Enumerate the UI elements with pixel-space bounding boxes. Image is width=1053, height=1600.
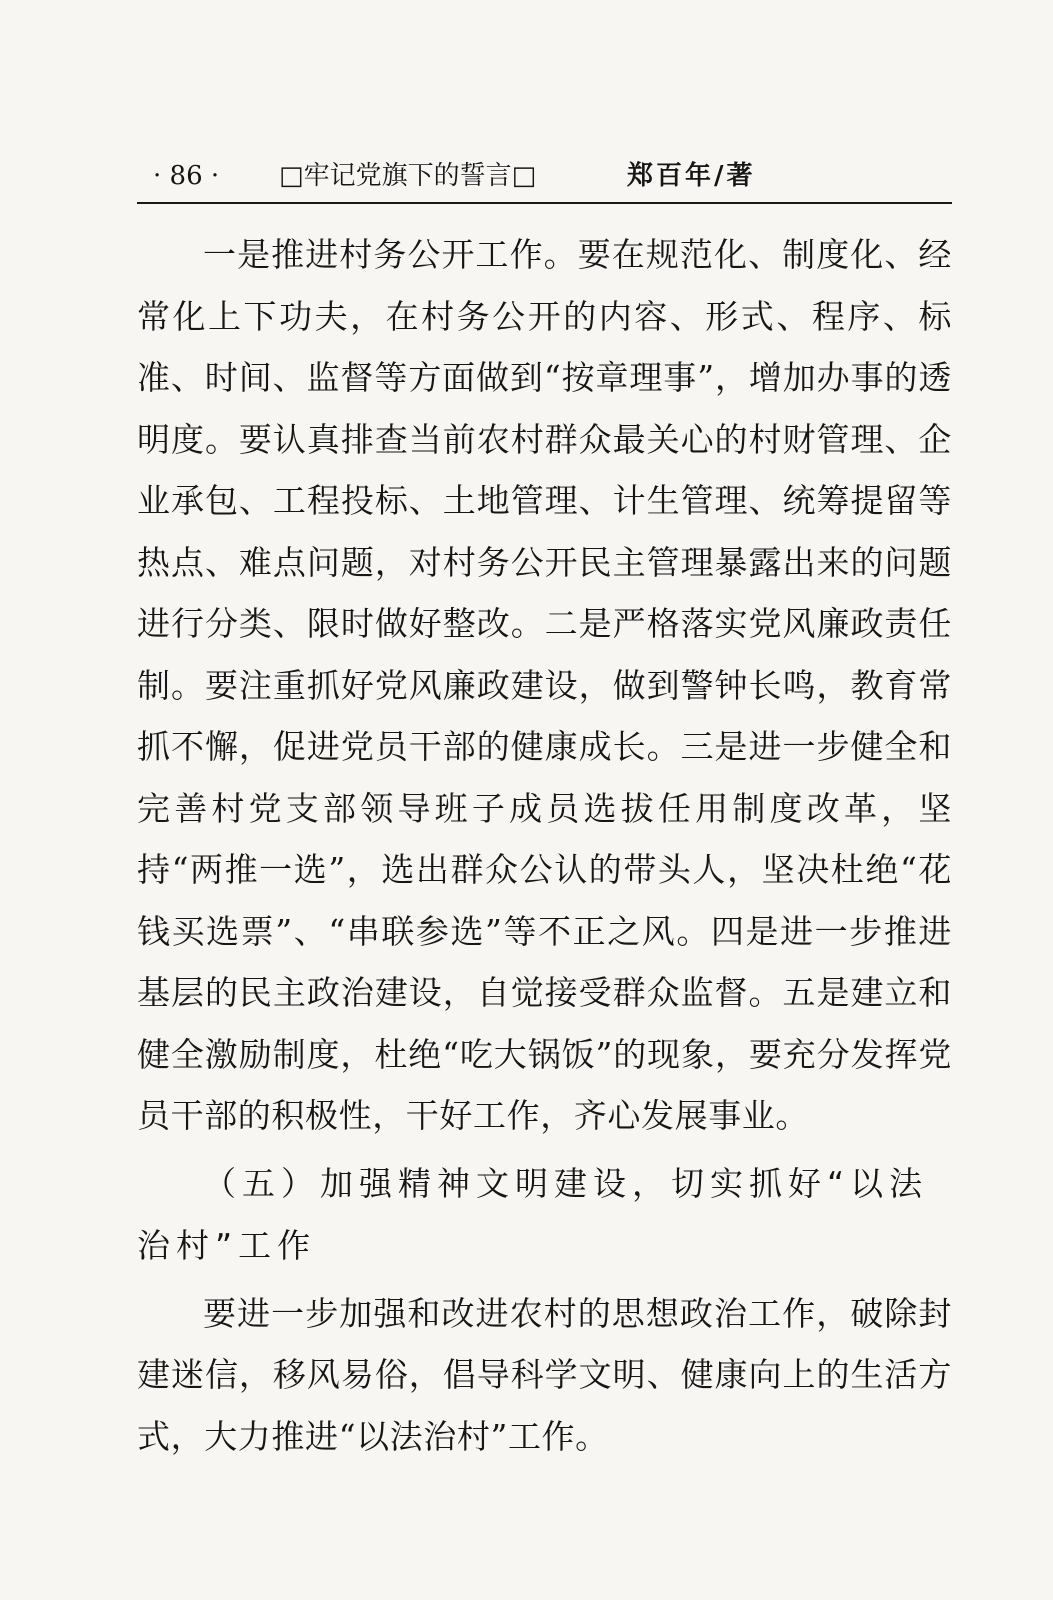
page-number: · 86 · [153, 161, 220, 191]
header-divider [137, 202, 952, 204]
running-header [137, 158, 952, 202]
body-paragraph: 一是推进村务公开工作。要在规范化、制度化、经常化上下功夫，在村务公开的内容、形式、程序、标准、时间、监督等方面做到“按章理事”，增加办事的透明度。要认真排查当前农村群众最关心的村财管理、企业承包、工程投标、土地管理、计生管理、统筹提留等热点、难点问题，对村务公开民主管理暴露出来的问题进行分类、限时做好整改。二是严格落实党风廉政责任制。要注重抓好党风廉政建设，做到警钟长鸣，教育常抓不懈，促进党员干部的健康成长。三是进一步健全和完善村党支部领导班子成员选拔任用制度改革，坚持“两推一选”，选出群众公认的带头人，坚决杜绝“花钱买选票”、“串联参选”等不正之风。四是进一步推进基层的民主政治建设，自觉接受群众监督。五是建立和健全激励制度，杜绝“吃大锅饭”的现象，要充分发挥党员干部的积极性，干好工作，齐心发展事业。 [137, 235, 952, 1135]
section-heading: （五）加强精神文明建设，切实抓好“以法治村”工作 [137, 1163, 929, 1265]
body-paragraph: 要进一步加强和改进农村的思想政治工作，破除封建迷信，移风易俗，倡导科学文明、健康向上的生活方式，大力推进“以法治村”工作。 [137, 1293, 952, 1456]
body-text [137, 224, 952, 1467]
book-title: □牢记党旗下的誓言□ [279, 161, 537, 191]
author-credit: 郑百年/著 [627, 161, 756, 191]
